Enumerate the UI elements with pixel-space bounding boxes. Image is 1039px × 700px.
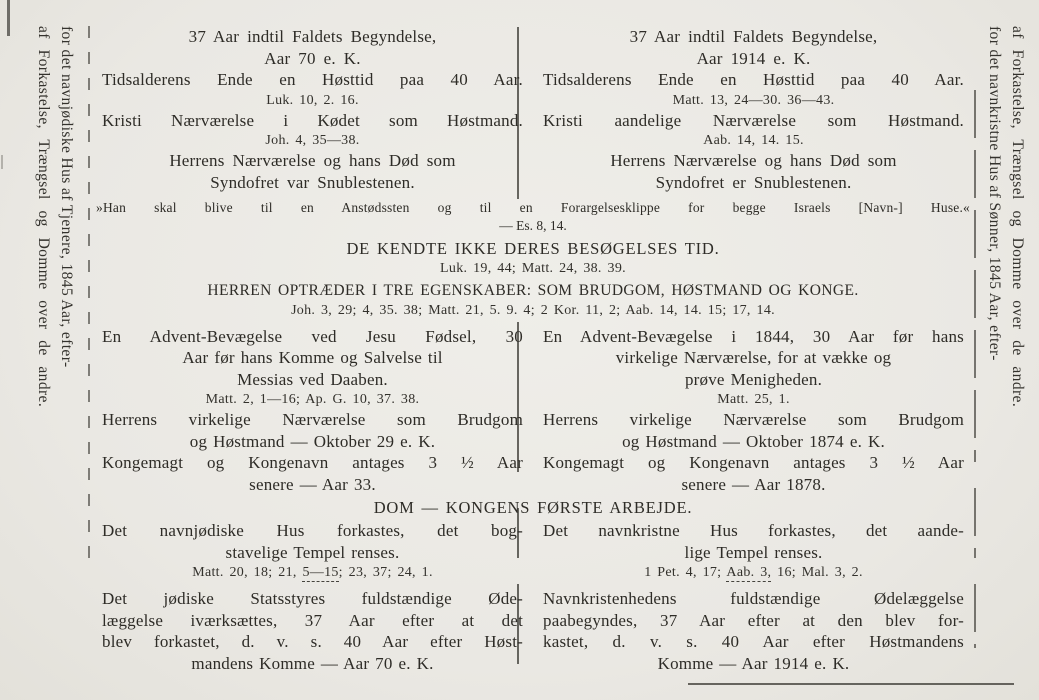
ref-underlined-part: Aab. 3, — [726, 565, 772, 580]
statement: Kristi aandelige Nærværelse som Høstmand. — [543, 110, 964, 130]
row-house-rejected — [92, 520, 974, 582]
christian-column-cell — [533, 110, 974, 151]
statement: En Advent-Bevægelse i 1844, 30 Aar før hans — [543, 326, 964, 346]
scripture-ref: Joh. 4, 35—38. — [265, 133, 360, 148]
statement: Herrens virkelige Nærværelse som Brudgom — [102, 410, 523, 429]
row-fall-begins — [92, 26, 974, 69]
statement: senere — Aar 33. — [249, 474, 376, 494]
scripture-ref: Luk. 19, 44; Matt. 24, 38. 39. — [440, 260, 626, 276]
christian-column-cell — [533, 409, 974, 452]
jewish-column-cell — [92, 26, 533, 69]
christian-column-cell — [533, 520, 974, 582]
section-heading: HERREN OPTRÆDER I TRE EGENSKABER: SOM BRUDGOM, HØSTMAND OG KONGE. — [207, 281, 859, 299]
section-heading-block — [92, 238, 974, 278]
statement: Kristi Nærværelse i Kødet som Høstmand. — [102, 110, 523, 130]
left-margin-text-outer: af Forkastelse, Trængsel og Domme over de andre. — [35, 26, 52, 408]
left-column-rule — [88, 26, 90, 564]
jewish-column-cell — [92, 588, 533, 674]
christian-column-cell — [533, 150, 974, 193]
statement: og Høstmand — Oktober 29 e. K. — [189, 431, 436, 451]
statement: Det navnkristne Hus forkastes, det aande- — [543, 521, 964, 540]
statement: Messias ved Daaben. — [237, 369, 388, 389]
chart-content — [92, 0, 974, 700]
row-advent-movement — [92, 326, 974, 410]
statement: Tidsalderens Ende en Høsttid paa 40 Aar. — [543, 70, 964, 89]
section-heading-block — [92, 280, 974, 320]
right-margin-text-outer: af Forkastelse, Trængsel og Domme over de andre. — [1009, 26, 1026, 408]
christian-column-cell — [533, 69, 974, 110]
jewish-column-cell — [92, 150, 533, 193]
statement: Navnkristenhedens fuldstændige Ødelæggelse — [543, 589, 964, 608]
statement: Herrens virkelige Nærværelse som Brudgom — [543, 410, 964, 429]
ref-part: ; 23, 37; 24, 1. — [338, 565, 433, 580]
jewish-column-cell — [92, 110, 533, 151]
right-margin-text-inner: for det navnkristne Hus af Sønner, 1845 Aar, efter- — [986, 26, 1003, 361]
row-stumbling-stone — [92, 150, 974, 193]
statement: Det jødiske Statsstyres fuldstændige Øde- — [102, 589, 523, 608]
left-margin-text-inner: for det navnjødiske Hus af Tjenere, 1845 Aar, efter- — [58, 26, 75, 368]
scripture-ref: Aab. 14, 14. 15. — [703, 133, 804, 148]
ref-part: 1 Pet. 4, 17; — [644, 565, 727, 580]
scan-edge-mark — [1, 155, 3, 169]
section-heading: DE KENDTE IKKE DERES BESØGELSES TID. — [346, 238, 720, 258]
row-harvest-time — [92, 69, 974, 110]
statement: Syndofret var Snublestenen. — [210, 172, 415, 192]
statement: Kongemagt og Kongenavn antages 3 ½ Aar — [102, 453, 523, 472]
christian-column-cell — [533, 452, 974, 495]
statement: Aar før hans Komme og Salvelse til — [182, 348, 443, 367]
statement: Tidsalderens Ende en Høsttid paa 40 Aar. — [102, 70, 523, 89]
scripture-ref: Matt. 25, 1. — [717, 392, 790, 407]
row-kingly-power — [92, 452, 974, 495]
statement: virkelige Nærværelse, for at vække og — [615, 348, 892, 367]
scripture-ref: Joh. 3, 29; 4, 35. 38; Matt. 21, 5. 9. 4; 2 Kor. 11, 2; Aab. 14, 14. 15; 17, 14. — [291, 302, 775, 318]
scripture-quote-block — [92, 199, 974, 234]
right-column-rule — [974, 90, 976, 462]
row-bridegroom-harvestman — [92, 409, 974, 452]
statement: Aar 70 e. K. — [264, 48, 361, 68]
statement: Aar 1914 e. K. — [696, 48, 811, 68]
statement: og Høstmand — Oktober 1874 e. K. — [622, 431, 885, 451]
scripture-ref — [102, 563, 523, 582]
row-destruction — [92, 588, 974, 674]
scripture-ref — [543, 563, 964, 582]
statement: senere — Aar 1878. — [681, 474, 826, 494]
scripture-ref: Luk. 10, 2. 16. — [266, 92, 359, 108]
statement: stavelige Tempel renses. — [225, 542, 400, 562]
statement: Det navnjødiske Hus forkastes, det bog- — [102, 521, 523, 540]
jewish-column-cell — [92, 326, 533, 410]
right-column-rule — [974, 584, 976, 648]
statement: mandens Komme — Aar 70 e. K. — [191, 653, 434, 673]
statement: 37 Aar indtil Faldets Begyndelse, — [188, 27, 437, 46]
statement: læggelse iværksættes, 37 Aar efter at det — [102, 610, 523, 630]
scripture-quote-ref: — Es. 8, 14. — [499, 217, 567, 233]
statement: Herrens Nærværelse og hans Død som — [610, 151, 897, 170]
ref-underlined-part: 5—15 — [302, 565, 339, 580]
statement: En Advent-Bevægelse ved Jesu Fødsel, 30 — [102, 326, 523, 346]
statement: lige Tempel renses. — [684, 542, 823, 562]
scripture-ref: Matt. 2, 1—16; Ap. G. 10, 37. 38. — [205, 392, 420, 407]
scripture-ref: Matt. 13, 24—30. 36—43. — [672, 92, 835, 108]
christian-column-cell — [533, 326, 974, 410]
statement: Syndofret er Snublestenen. — [655, 172, 852, 192]
row-presence-harvestman — [92, 110, 974, 151]
left-margin-note — [32, 26, 78, 574]
christian-column-cell — [533, 588, 974, 674]
statement: 37 Aar indtil Faldets Begyndelse, — [629, 27, 878, 46]
jewish-column-cell — [92, 452, 533, 495]
statement: prøve Menigheden. — [684, 369, 823, 389]
statement: kastet, d. v. s. 40 Aar efter Høstmandens — [543, 632, 964, 651]
statement: Herrens Nærværelse og hans Død som — [169, 151, 456, 170]
scan-edge-mark — [7, 0, 10, 36]
christian-column-cell — [533, 26, 974, 69]
ref-part: Matt. 20, 18; 21, — [192, 565, 303, 580]
right-column-rule — [974, 488, 976, 558]
right-margin-note — [983, 26, 1029, 574]
statement: Komme — Aar 1914 e. K. — [657, 653, 850, 673]
jewish-column-cell — [92, 520, 533, 582]
statement: paabegyndes, 37 Aar efter at den blev for- — [543, 610, 964, 630]
statement: Kongemagt og Kongenavn antages 3 ½ Aar — [543, 453, 964, 472]
section-heading: DOM — KONGENS FØRSTE ARBEJDE. — [373, 498, 693, 517]
ref-part: 16; Mal. 3, 2. — [771, 565, 863, 580]
jewish-column-cell — [92, 69, 533, 110]
scripture-quote: »Han skal blive til en Anstødssten og til en Forargelsesklippe for begge Israels [Navn-] Huse.« — [96, 200, 970, 215]
jewish-column-cell — [92, 409, 533, 452]
statement: blev forkastet, d. v. s. 40 Aar efter Høst- — [102, 632, 523, 651]
